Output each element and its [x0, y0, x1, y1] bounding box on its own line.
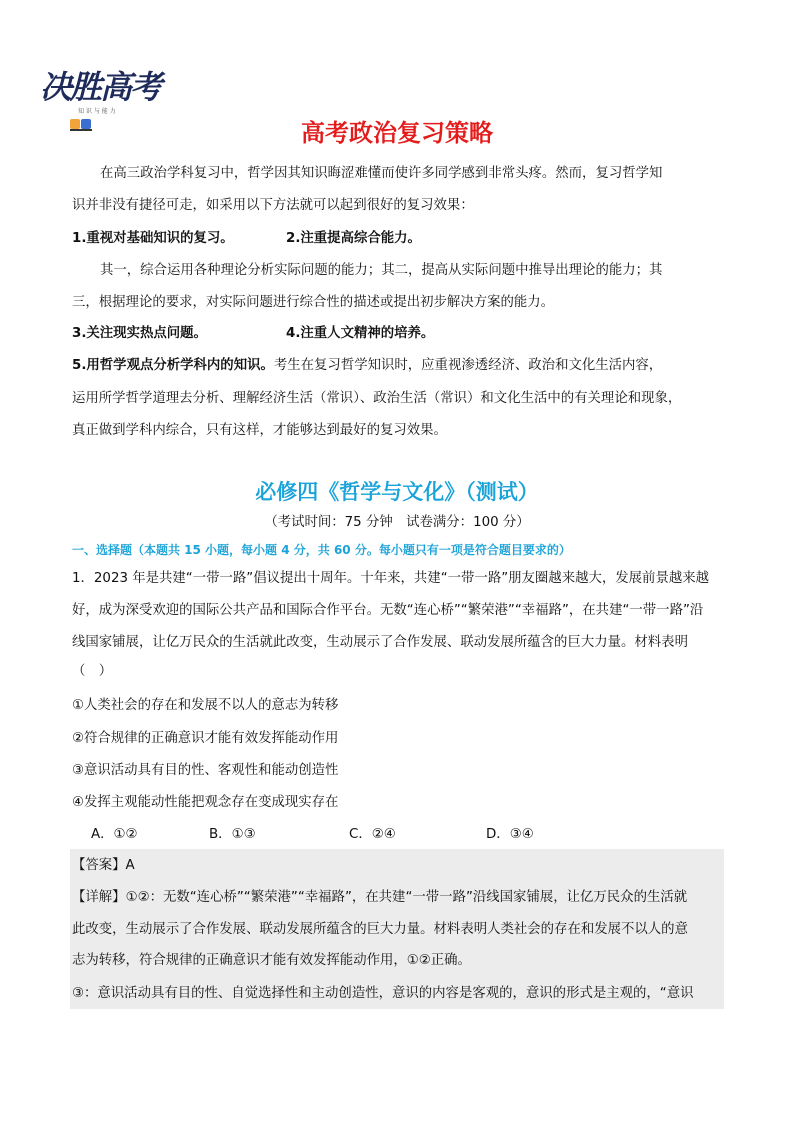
question-stem: 线国家铺展，让亿万民众的生活就此改变，生动展示了合作发展、联动发展所蕴含的巨大力量。材料表明	[72, 635, 688, 650]
question-stem: （ ）	[72, 664, 113, 679]
page-title: 高考政治复习策略	[301, 119, 493, 147]
option-c[interactable]: C．②④	[349, 827, 396, 842]
method-4: 4.注重人文精神的培养。	[286, 326, 435, 341]
statement-item: ④发挥主观能动性能把观念存在变成现实存在	[72, 795, 339, 810]
intro-line: 在高三政治学科复习中，哲学因其知识晦涩难懂而使许多同学感到非常头疼。然而，复习哲学知	[100, 166, 663, 181]
method-3: 3.关注现实热点问题。	[72, 326, 207, 341]
detail-line: 志为转移，符合规律的正确意识才能有效发挥能动作用，①②正确。	[72, 953, 471, 968]
detail-line: 此改变，生动展示了合作发展、联动发展所蕴含的巨大力量。材料表明人类社会的存在和发展不以人的意	[72, 922, 688, 937]
test-meta: （考试时间：75 分钟 试卷满分：100 分）	[264, 515, 530, 530]
option-d[interactable]: D．③④	[486, 827, 534, 842]
intro-line: 识并非没有捷径可走，如采用以下方法就可以起到很好的复习效果：	[72, 198, 474, 213]
question-stem: 好，成为深受欢迎的国际公共产品和国际合作平台。无数“连心桥”“繁荣港”“幸福路”，在共建“一带一路”沿	[72, 603, 704, 618]
method-2: 2.注重提高综合能力。	[286, 231, 421, 246]
intro-line: 运用所学哲学道理去分析、理解经济生活（常识）、政治生活（常识）和文化生活中的有关理论和现象，	[72, 391, 682, 406]
answer: 【答案】A	[72, 858, 135, 873]
option-a[interactable]: A．①②	[91, 827, 138, 842]
intro-line: 真正做到学科内综合，只有这样，才能够达到最好的复习效果。	[72, 423, 447, 438]
logo-subtext: 知 识 与 能 力	[78, 108, 116, 115]
intro-line: 三，根据理论的要求，对实际问题进行综合性的描述或提出初步解决方案的能力。	[72, 295, 555, 310]
test-title: 必修四《哲学与文化》（测试）	[255, 480, 539, 504]
detail-line: ③：意识活动具有目的性、自觉选择性和主动创造性，意识的内容是客观的，意识的形式是主观的，“意识	[72, 986, 694, 1001]
question-stem: 1．2023 年是共建“一带一路”倡议提出十周年。十年来，共建“一带一路”朋友圈越来越大，发展前景越来越	[72, 571, 710, 586]
method-5: 5.用哲学观点分析学科内的知识。	[72, 358, 274, 373]
option-b[interactable]: B．①③	[209, 827, 256, 842]
intro-line: 其一，综合运用各种理论分析实际问题的能力；其二，提高从实际问题中推导出理论的能力；其	[100, 263, 663, 278]
statement-item: ①人类社会的存在和发展不以人的意志为转移	[72, 698, 339, 713]
logo-text: 决胜高考	[40, 68, 161, 106]
section-heading: 一、选择题（本题共 15 小题，每小题 4 分，共 60 分。每小题只有一项是符合题目要求的）	[72, 543, 571, 557]
detail-line: 【详解】①②：无数“连心桥”“繁荣港”“幸福路”，在共建“一带一路”沿线国家铺展，让亿万民众的生活就	[72, 890, 688, 905]
statement-item: ③意识活动具有目的性、客观性和能动创造性	[72, 763, 339, 778]
method-1: 1.重视对基础知识的复习。	[72, 231, 234, 246]
statement-item: ②符合规律的正确意识才能有效发挥能动作用	[72, 731, 339, 746]
intro-line: 5.用哲学观点分析学科内的知识。考生在复习哲学知识时，应重视渗透经济、政治和文化生活内容，	[72, 358, 663, 373]
